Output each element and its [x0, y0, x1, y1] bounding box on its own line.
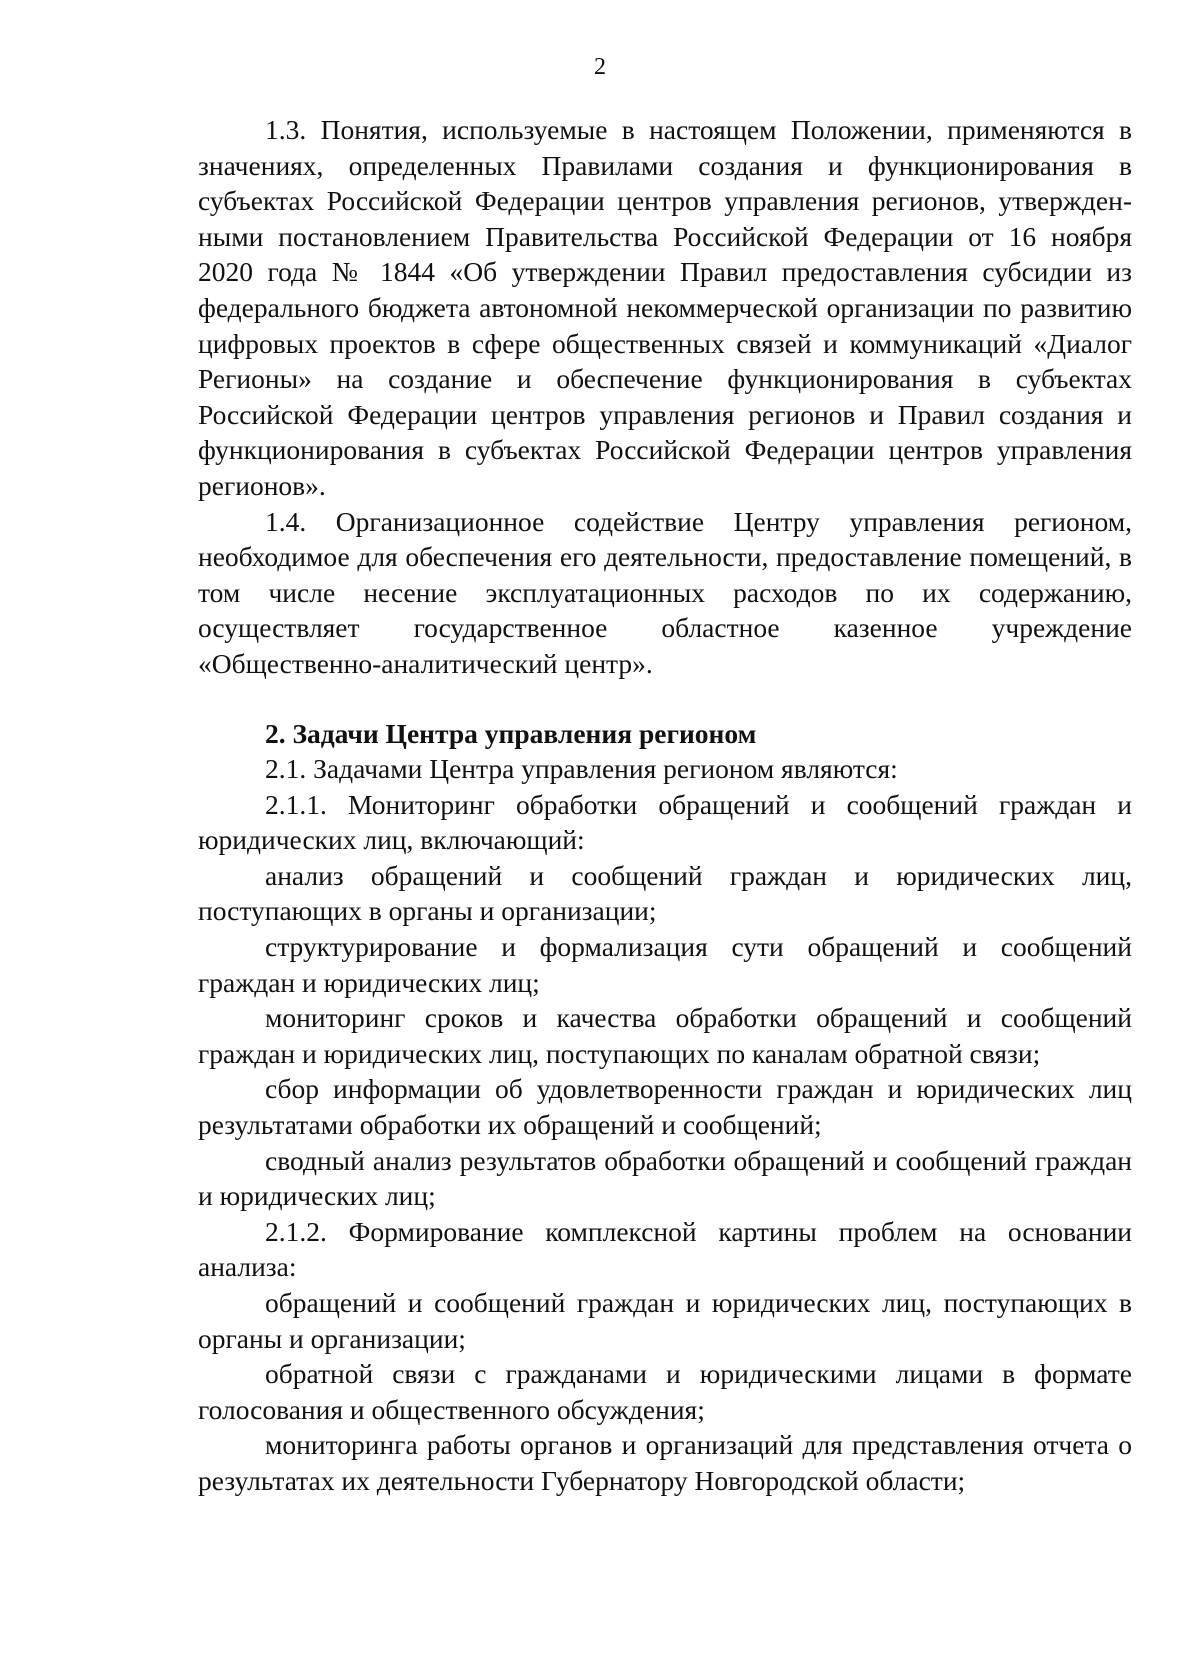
- section-heading: 2. Задачи Центра управления регионом: [265, 717, 757, 749]
- paragraph-2-1-2: 2.1.2. Формирование комплексной картины проблем на основании анализа:: [198, 1215, 1132, 1283]
- paragraph-1-3: 1.3. Понятия, используемые в настоящем Положении, применяются в значениях, определенных Правилами создания и функционирования в субъектах Российской Федерации центров управления регионов, утвержденными постановлением Правительства Российской Федерации от 16 ноября 2020 года № 1844 «Об утверждении Правил предоставления субсидии из федерального бюджета автономной некоммерческой организации по развитию цифровых проектов в сфере общественных связей и коммуникаций «Диалог Регионы» на создание и обеспечение функционирования в субъектах Российской Федерации центров управления регионов и Правил создания и функционирования в субъектах Российской Федерации центров управления регионов».: [198, 114, 1132, 501]
- list-item: структурирование и формализация сути обращений и сообщений граждан и юридических лиц;: [198, 931, 1132, 998]
- paragraph-2-1-1: 2.1.1. Мониторинг обработки обращений и сообщений граждан и юридических лиц, включающий:: [198, 788, 1132, 856]
- list-item: обратной связи с гражданами и юридическими лицами в формате голосования и общественного обсуждения;: [198, 1358, 1132, 1425]
- list-item: сводный анализ результатов обработки обращений и сообщений граждан и юридических лиц;: [198, 1144, 1132, 1212]
- page-number: 2: [594, 54, 606, 80]
- document-body: [198, 112, 1132, 1499]
- paragraph-2-1: 2.1. Задачами Центра управления регионом являются:: [265, 753, 898, 785]
- paragraph-1-4: 1.4. Организационное содействие Центру управления регионом, необходимое для обеспечения его деятельности, предоставление помещений, в том числе несение эксплуатационных расходов по их содержанию, осуществляет государственное областное казенное учреждение «Общественно-аналитический центр».: [198, 505, 1132, 679]
- list-item: сбор информации об удовлетворенности граждан и юридических лиц результатами обработки их обращений и сообщений;: [198, 1073, 1132, 1141]
- list-item: мониторинга работы органов и организаций для представления отчета о результатах их деятельности Губернатору Новгородской области;: [198, 1429, 1132, 1496]
- list-item: анализ обращений и сообщений граждан и юридических лиц, поступающих в органы и организации;: [198, 859, 1132, 927]
- list-item: обращений и сообщений граждан и юридических лиц, поступающих в органы и организации;: [198, 1287, 1132, 1354]
- list-item: мониторинг сроков и качества обработки обращений и сообщений граждан и юридических лиц, поступающих по каналам обратной связи;: [198, 1002, 1132, 1069]
